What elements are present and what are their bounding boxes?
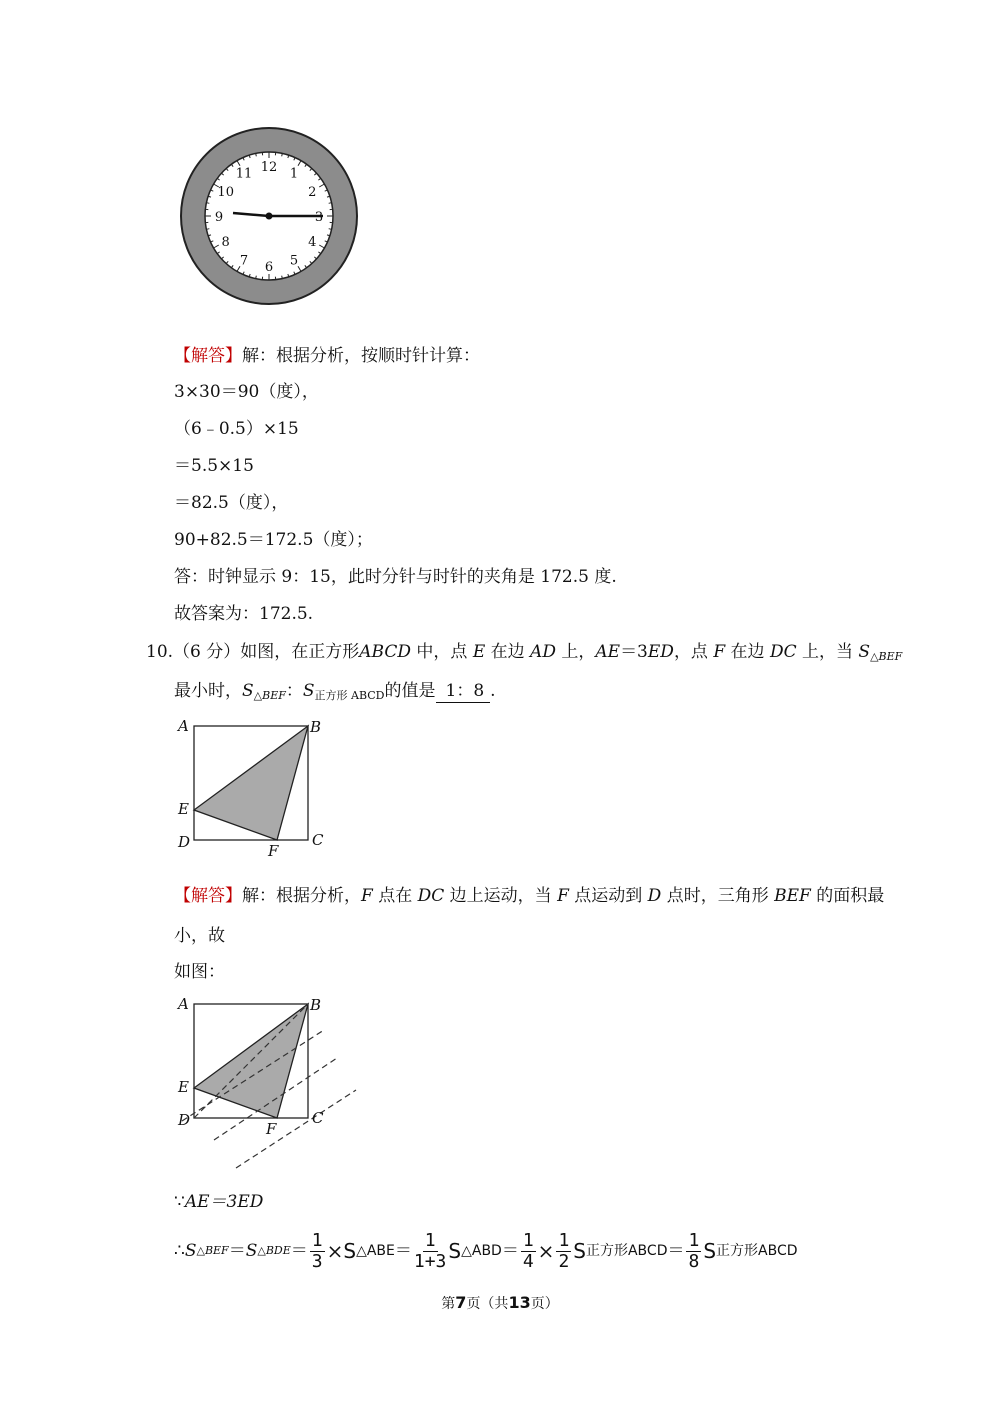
answer9-conclusion: 答：时钟显示 9：15，此时分针与时针的夹角是 172.5 度. (174, 567, 617, 587)
question10-line1: 10.（6 分）如图，在正方形ABCD 中，点 E 在边 AD 上，AE＝3ED，点 F 在边 DC 上，当 $S_{\triangle BEF}$ (146, 642, 903, 663)
svg-text:E: E (178, 800, 189, 818)
clock-number: 1 (289, 166, 299, 182)
clock-number: 4 (308, 235, 317, 250)
clock-number: 12 (260, 160, 278, 175)
clock-number: 2 (308, 185, 317, 200)
svg-text:F: F (266, 1120, 277, 1138)
svg-text:B: B (310, 996, 322, 1014)
fraction: $\frac{1}{1+3}$ (413, 1229, 447, 1272)
fraction: $\frac{1}{4}$ (522, 1229, 534, 1272)
svg-text:D: D (178, 1111, 191, 1129)
answer9-step-5: 90+82.5＝172.5（度）； (174, 530, 373, 550)
clock-number: 5 (289, 253, 299, 269)
answer10-line3: 如图： (174, 962, 225, 982)
clock-number: 7 (239, 253, 249, 269)
svg-text:C: C (312, 831, 324, 849)
svg-text:E: E (178, 1078, 189, 1096)
answer10-line1: 【解答】解：根据分析，F 点在 DC 边上运动，当 F 点运动到 D 点时，三角形 BEF 的面积最 (174, 886, 885, 906)
fraction: $\frac{1}{2}$ (558, 1229, 570, 1272)
answer9-step-1: 3×30＝90（度）， (174, 382, 319, 402)
answer9-step-4: ＝82.5（度）， (174, 493, 289, 513)
answer9-step-3: ＝5.5×15 (174, 456, 254, 476)
answer-tag: 【解答】 (174, 346, 242, 366)
svg-text:F: F (268, 842, 279, 860)
fraction: $\frac{1}{3}$ (311, 1229, 323, 1272)
question10-line2: 最小时，$S_{\triangle BEF}$：$S_{正方形 ABCD}$的值是 1：8 . (174, 681, 496, 702)
page-footer: 第7页（共13页） (441, 1293, 559, 1312)
svg-text:D: D (178, 833, 191, 851)
clock-number: 10 (217, 185, 234, 200)
clock-number: 11 (235, 166, 253, 182)
clock-number: 8 (221, 235, 230, 250)
clock-figure (178, 125, 360, 307)
svg-text:B: B (310, 718, 322, 736)
svg-text:A: A (178, 995, 189, 1013)
therefore-equation: ∴ S △BEF ＝ S △BDE ＝ $\frac{1}{3}$ × S △ABE ＝ $\frac{1}{1+3}$ S △ABD ＝ $\frac{1}{4}$ × $\frac{1}{2}$ S 正方形ABCD ＝ $\frac{1}{8}$ S 正方形ABCD (174, 1229, 798, 1272)
answer-blank: 1：8 (436, 680, 491, 703)
answer9-step-2: （6﹣0.5）×15 (174, 419, 299, 439)
clock-number: 6 (264, 260, 274, 275)
because-line: ∵AE＝3ED (174, 1192, 264, 1212)
square-figure-2 (174, 990, 364, 1175)
answer9-final: 故答案为：172.5. (174, 604, 314, 624)
svg-text:A: A (178, 717, 189, 735)
clock-number: 3 (314, 210, 324, 225)
fraction: $\frac{1}{8}$ (688, 1229, 700, 1272)
square-figure-1 (174, 712, 334, 862)
svg-text:C: C (312, 1109, 324, 1127)
answer9-intro-line (174, 345, 480, 367)
answer10-line2: 小，故 (174, 926, 225, 946)
clock-number: 9 (214, 210, 224, 225)
answer9-intro: 解：根据分析，按顺时针计算： (242, 346, 480, 366)
